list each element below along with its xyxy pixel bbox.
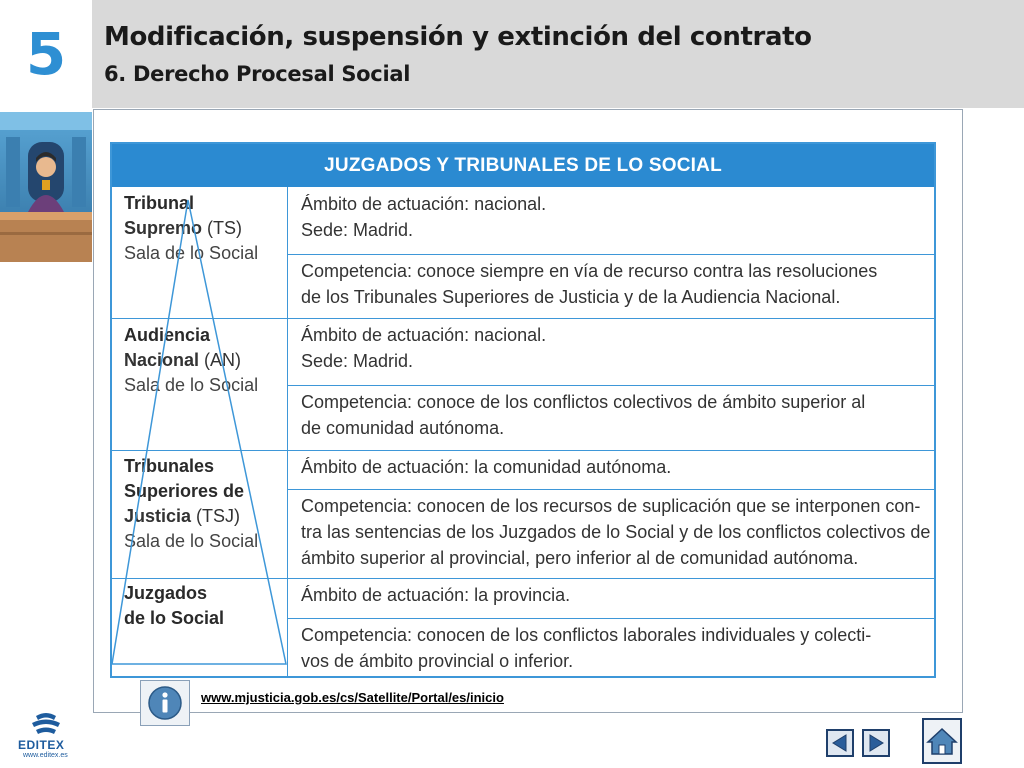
arrow-right-icon: [866, 733, 886, 753]
ambito-tsj: Ámbito de actuación: la comunidad autónoma.: [301, 457, 672, 477]
page-subtitle: 6. Derecho Procesal Social: [104, 62, 411, 86]
prev-button[interactable]: [826, 729, 854, 757]
ambito-ts: Ámbito de actuación: nacional. Sede: Madrid.: [301, 194, 547, 240]
home-icon: [926, 725, 958, 757]
row-divider: [112, 318, 934, 319]
chapter-badge: [0, 0, 92, 108]
arrow-left-icon: [830, 733, 850, 753]
court-name-an: Audiencia Nacional (AN) Sala de lo Social: [124, 325, 259, 395]
competencia-tsj: Competencia: conocen de los recursos de suplicación que se interponen con- tra las sentencias de los Juzgados de lo Social y de los conflictos colectivos de ámbito superior al provincial, pero inferior al de comunidad autónoma.: [301, 496, 931, 568]
info-button[interactable]: [140, 680, 190, 726]
judge-illustration: [0, 112, 92, 262]
cell-divider: [288, 385, 934, 386]
competencia-an: Competencia: conoce de los conflictos colectivos de ámbito superior al de comunidad autónoma.: [301, 392, 866, 438]
page-title: Modificación, suspensión y extinción del contrato: [104, 22, 812, 52]
info-icon: [147, 685, 183, 721]
chapter-number: 5: [25, 20, 67, 88]
cell-divider: [288, 489, 934, 490]
court-name-tsj: Tribunales Superiores de Justicia (TSJ) Sala de lo Social: [124, 456, 259, 551]
competencia-ts: Competencia: conoce siempre en vía de recurso contra las resoluciones de los Tribunales Superiores de Justicia y de la Audiencia Nacional.: [301, 261, 878, 307]
editex-logo-icon: [18, 712, 74, 738]
court-name-ts: Tribunal Supremo (TS) Sala de lo Social: [124, 193, 259, 263]
row-divider: [112, 450, 934, 451]
competencia-juzgados: Competencia: conocen de los conflictos laborales individuales y colecti- vos de ámbito provincial o inferior.: [301, 625, 872, 671]
logo-text: EDITEX: [18, 738, 65, 752]
home-button[interactable]: [922, 718, 962, 764]
table-heading: JUZGADOS Y TRIBUNALES DE LO SOCIAL: [112, 144, 934, 187]
courts-table: [110, 142, 936, 678]
cell-divider: [288, 254, 934, 255]
slide-header: [92, 0, 1024, 108]
ambito-juzgados: Ámbito de actuación: la provincia.: [301, 585, 571, 605]
logo-url: www.editex.es: [23, 752, 68, 759]
column-divider: [287, 187, 288, 678]
ambito-an: Ámbito de actuación: nacional. Sede: Madrid.: [301, 325, 547, 371]
mjusticia-link[interactable]: www.mjusticia.gob.es/cs/Satellite/Portal/es/inicio: [201, 690, 504, 705]
court-name-juzgados: Juzgados de lo Social: [124, 583, 225, 628]
cell-divider: [288, 618, 934, 619]
next-button[interactable]: [862, 729, 890, 757]
row-divider: [112, 578, 934, 579]
